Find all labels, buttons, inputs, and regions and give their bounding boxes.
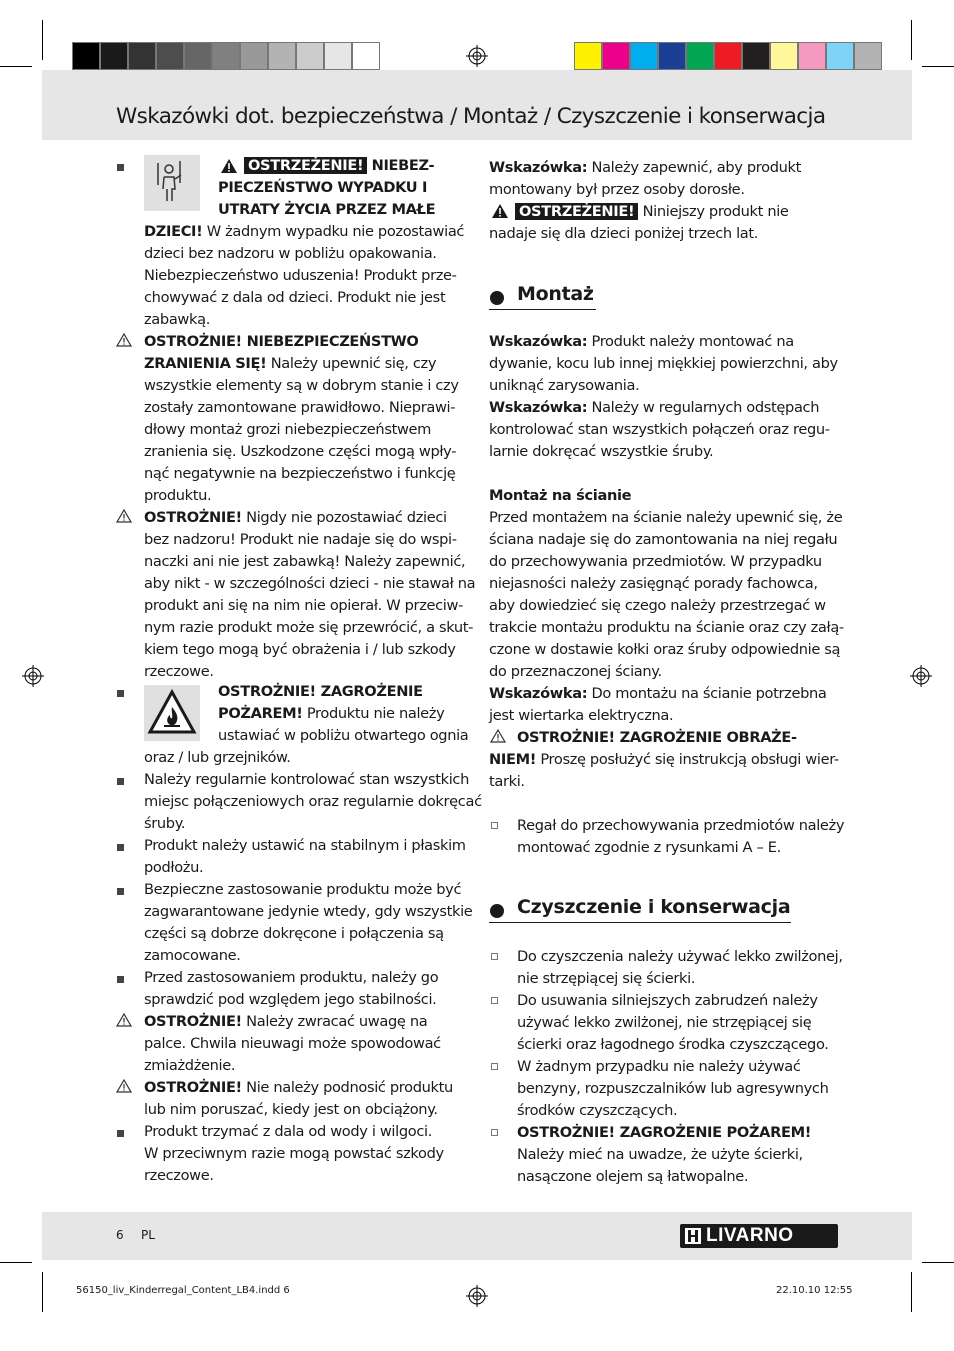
body-text: aby nikt - w szczególności dzieci - nie stawał na	[144, 575, 476, 592]
body-text: rzeczowe.	[144, 663, 214, 680]
body-text: Bezpieczne zastosowanie produktu może być	[144, 881, 462, 898]
color-swatch	[714, 42, 742, 70]
color-swatch	[798, 42, 826, 70]
step-checkbox-marker	[491, 1129, 498, 1136]
slug-filename: 56150_liv_Kinderregal_Content_LB4.indd 6	[76, 1285, 290, 1296]
step-checkbox-marker	[491, 1063, 498, 1070]
note-label: Wskazówka:	[489, 685, 588, 702]
caution-icon	[116, 333, 132, 347]
body-text: Należy mieć na uwadze, że użyte ścierki,	[517, 1146, 803, 1163]
step-checkbox-marker	[491, 997, 498, 1004]
body-text: Produktu nie należy	[302, 705, 445, 722]
body-text: Proszę posłużyć się instrukcją obsługi wier-	[536, 751, 839, 768]
body-text: oraz / lub grzejników.	[144, 749, 291, 766]
color-swatch	[742, 42, 770, 70]
caution-icon	[116, 1013, 132, 1027]
body-text: używać lekko zwilżonej, nie strzępiącej się	[517, 1014, 812, 1031]
body-text: Przed montażem na ścianie należy upewnić się, że	[489, 509, 843, 526]
color-swatch	[630, 42, 658, 70]
body-text: montować zgodnie z rysunkami A – E.	[517, 839, 781, 856]
color-swatch	[296, 42, 324, 70]
warning-text: OSTROŻNIE!	[144, 1013, 242, 1030]
bullet-marker	[117, 888, 124, 895]
body-text: śruby.	[144, 815, 186, 832]
body-text: zamocowane.	[144, 947, 241, 964]
note-label: Wskazówka:	[489, 333, 588, 350]
body-text: Nie należy podnosić produktu	[241, 1079, 453, 1096]
warning-text: DZIECI!	[144, 223, 203, 240]
warning-text: OSTROŻNIE!	[144, 509, 242, 526]
body-text: Nigdy nie pozostawiać dzieci	[241, 509, 447, 526]
body-text: chowywać z dala od dzieci. Produkt nie jest	[144, 289, 446, 306]
registration-mark-left	[22, 665, 44, 687]
bullet-marker	[117, 976, 124, 983]
warning-text: OSTROŻNIE! ZAGROŻENIE POŻAREM!	[517, 1124, 812, 1141]
color-swatch	[770, 42, 798, 70]
body-text: W żadnym wypadku nie pozostawiać	[202, 223, 465, 240]
warning-text: OSTROŻNIE!	[144, 1079, 242, 1096]
body-text: Produkt należy ustawić na stabilnym i płaskim	[144, 837, 466, 854]
body-text: sprawdzić pod względem jego stabilności.	[144, 991, 437, 1008]
body-text: Regał do przechowywania przedmiotów należy	[517, 817, 845, 834]
body-text: wszystkie elementy są w dobrym stanie i czy	[144, 377, 459, 394]
body-text: W żadnym przypadku nie należy używać	[517, 1058, 801, 1075]
body-text: Należy w regularnych odstępach	[587, 399, 820, 416]
body-text: tarki.	[489, 773, 525, 790]
registration-mark-top	[466, 45, 488, 67]
body-text: kiem tego mogą być obrażenia i / lub szkody	[144, 641, 456, 658]
warning-text: OSTROŻNIE! ZAGROŻENIE	[218, 683, 423, 700]
body-text: Przed zastosowaniem produktu, należy go	[144, 969, 439, 986]
bullet-marker	[117, 844, 124, 851]
body-text: Niniejszy produkt nie	[638, 203, 789, 220]
color-swatch	[324, 42, 352, 70]
subheading-wall-mount: Montaż na ścianie	[489, 487, 632, 504]
page-number: 6	[116, 1228, 124, 1242]
warning-text: UTRATY ŻYCIA PRZEZ MAŁE	[218, 201, 436, 218]
language-code: PL	[141, 1228, 155, 1242]
body-text: dzieci bez nadzoru w pobliżu opakowania.	[144, 245, 437, 262]
body-text: podłożu.	[144, 859, 204, 876]
warning-text: ZRANIENIA SIĘ!	[144, 355, 267, 372]
warning-tag: OSTRZEŻENIE!	[515, 203, 638, 220]
body-text: zmiażdżenie.	[144, 1057, 236, 1074]
section-heading-cleaning: Czyszczenie i konserwacja	[517, 896, 791, 918]
warning-text: OSTROŻNIE! NIEBEZPIECZEŃSTWO	[144, 333, 419, 350]
body-text: Produkt należy montować na	[587, 333, 794, 350]
section-underline	[489, 309, 596, 310]
color-swatch	[854, 42, 882, 70]
section-dot-icon	[490, 904, 504, 918]
color-swatch	[352, 42, 380, 70]
livarno-logo	[680, 1224, 838, 1248]
body-text: Niebezpieczeństwo uduszenia! Produkt prze-	[144, 267, 457, 284]
body-text: do przechowywania przedmiotów. W przypadku	[489, 553, 822, 570]
brand-name: LIVARNO	[706, 1225, 794, 1246]
body-text: zabawką.	[144, 311, 210, 328]
body-text: bez nadzoru! Produkt nie nadaje się do wspi-	[144, 531, 457, 548]
body-text: rzeczowe.	[144, 1167, 214, 1184]
note-label: Wskazówka:	[489, 399, 588, 416]
color-swatch	[826, 42, 854, 70]
body-text: środków czyszczących.	[517, 1102, 678, 1119]
color-swatch	[658, 42, 686, 70]
body-text: do przeznaczonej ściany.	[489, 663, 662, 680]
color-swatch	[602, 42, 630, 70]
color-swatch	[240, 42, 268, 70]
bullet-marker	[117, 1130, 124, 1137]
bullet-marker	[117, 690, 124, 697]
body-text: nym razie produkt może się przewrócić, a skut-	[144, 619, 474, 636]
body-text: benzyny, rozpuszczalników lub agresywnych	[517, 1080, 829, 1097]
brand-mark-icon	[685, 1228, 701, 1244]
body-text: Do montażu na ścianie potrzebna	[587, 685, 827, 702]
caution-icon	[116, 1079, 132, 1093]
body-text: miejsc połączeniowych oraz regularnie dokręcać	[144, 793, 482, 810]
warning-icon	[491, 203, 509, 219]
registration-mark-right	[910, 665, 932, 687]
body-text: W przeciwnym razie mogą powstać szkody	[144, 1145, 444, 1162]
child-safety-pictogram	[144, 155, 200, 211]
body-text: kontrolować stan wszystkich połączeń oraz regu-	[489, 421, 830, 438]
warning-text: POŻAREM!	[218, 705, 303, 722]
page-title: Wskazówki dot. bezpieczeństwa / Montaż / Czyszczenie i konserwacja	[116, 104, 826, 129]
warning-text: NIEM!	[489, 751, 537, 768]
color-swatch	[212, 42, 240, 70]
section-dot-icon	[490, 291, 504, 305]
bullet-marker	[117, 778, 124, 785]
body-text: zranienia się. Uszkodzone części mogą wpły-	[144, 443, 457, 460]
bullet-marker	[117, 164, 124, 171]
body-text: montowany był przez osoby dorosłe.	[489, 181, 745, 198]
child-icon	[144, 155, 200, 211]
body-text: czone w dostawie kołki oraz śruby odpowiednie są	[489, 641, 841, 658]
color-swatch	[128, 42, 156, 70]
body-text: lub nim poruszać, kiedy jest on obciążony.	[144, 1101, 438, 1118]
body-text: ścierki oraz łagodnego środka czyszczącego.	[517, 1036, 829, 1053]
body-text: produktu.	[144, 487, 212, 504]
body-text: nie strzępiącej się ścierki.	[517, 970, 696, 987]
body-text: nasączone olejem są łatwopalne.	[517, 1168, 749, 1185]
caution-icon	[490, 729, 506, 743]
body-text: Należy zapewnić, aby produkt	[587, 159, 801, 176]
body-text: dłowy montaż grozi niebezpieczeństwem	[144, 421, 432, 438]
body-text: naczki ani nie jest zabawką! Należy zapewnić,	[144, 553, 466, 570]
body-text: palce. Chwila nieuwagi może spowodować	[144, 1035, 441, 1052]
color-swatch	[100, 42, 128, 70]
color-swatch	[156, 42, 184, 70]
body-text: uniknąć zarysowania.	[489, 377, 640, 394]
color-swatch	[268, 42, 296, 70]
color-swatch	[72, 42, 100, 70]
caution-icon	[116, 509, 132, 523]
body-text: ustawiać w pobliżu otwartego ognia	[218, 727, 469, 744]
body-text: zostały zamontowane prawidłowo. Nieprawi-	[144, 399, 456, 416]
body-text: niejasności należy zasięgnąć porady fachowca,	[489, 575, 818, 592]
body-text: jest wiertarka elektryczna.	[489, 707, 674, 724]
body-text: nąć negatywnie na bezpieczeństwo i funkcję	[144, 465, 456, 482]
warning-text: OSTROŻNIE! ZAGROŻENIE OBRAŻE-	[517, 729, 797, 746]
body-text: produkt ani się na nim nie opierał. W przeciw-	[144, 597, 464, 614]
registration-mark-bottom	[466, 1285, 488, 1307]
body-text: Należy zwracać uwagę na	[241, 1013, 428, 1030]
body-text: ściana nadaje się do zamontowania na niej regału	[489, 531, 838, 548]
body-text: Należy regularnie kontrolować stan wszystkich	[144, 771, 469, 788]
body-text: Należy upewnić się, czy	[266, 355, 437, 372]
body-text: nadaje się dla dzieci poniżej trzech lat.	[489, 225, 759, 242]
warning-text: PIECZEŃSTWO WYPADKU I	[218, 179, 428, 196]
body-text: dywanie, kocu lub innej miękkiej powierzchni, aby	[489, 355, 838, 372]
body-text: trakcie montażu produktu na ścianie oraz czy załą-	[489, 619, 844, 636]
body-text: larnie dokręcać wszystkie śruby.	[489, 443, 714, 460]
color-swatch	[184, 42, 212, 70]
section-heading-montaz: Montaż	[517, 283, 594, 305]
fire-hazard-pictogram	[144, 685, 200, 741]
step-checkbox-marker	[491, 822, 498, 829]
note-label: Wskazówka:	[489, 159, 588, 176]
step-checkbox-marker	[491, 953, 498, 960]
body-text: Produkt trzymać z dala od wody i wilgoci.	[144, 1123, 432, 1140]
warning-text: NIEBEZ-	[371, 157, 435, 174]
color-swatch	[574, 42, 602, 70]
warning-tag: OSTRZEŻENIE!	[244, 157, 367, 174]
body-text: zagwarantowane jedynie wtedy, gdy wszystkie	[144, 903, 473, 920]
slug-date: 22.10.10 12:55	[776, 1285, 853, 1296]
body-text: Do czyszczenia należy używać lekko zwilżonej,	[517, 948, 843, 965]
body-text: Do usuwania silniejszych zabrudzeń należy	[517, 992, 818, 1009]
warning-icon	[220, 158, 238, 174]
body-text: aby dowiedzieć się czego należy przestrzegać w	[489, 597, 826, 614]
section-underline	[489, 922, 791, 923]
flame-warning-icon	[144, 685, 200, 741]
color-swatch	[686, 42, 714, 70]
body-text: części są dobrze dokręcone i połączenia są	[144, 925, 444, 942]
